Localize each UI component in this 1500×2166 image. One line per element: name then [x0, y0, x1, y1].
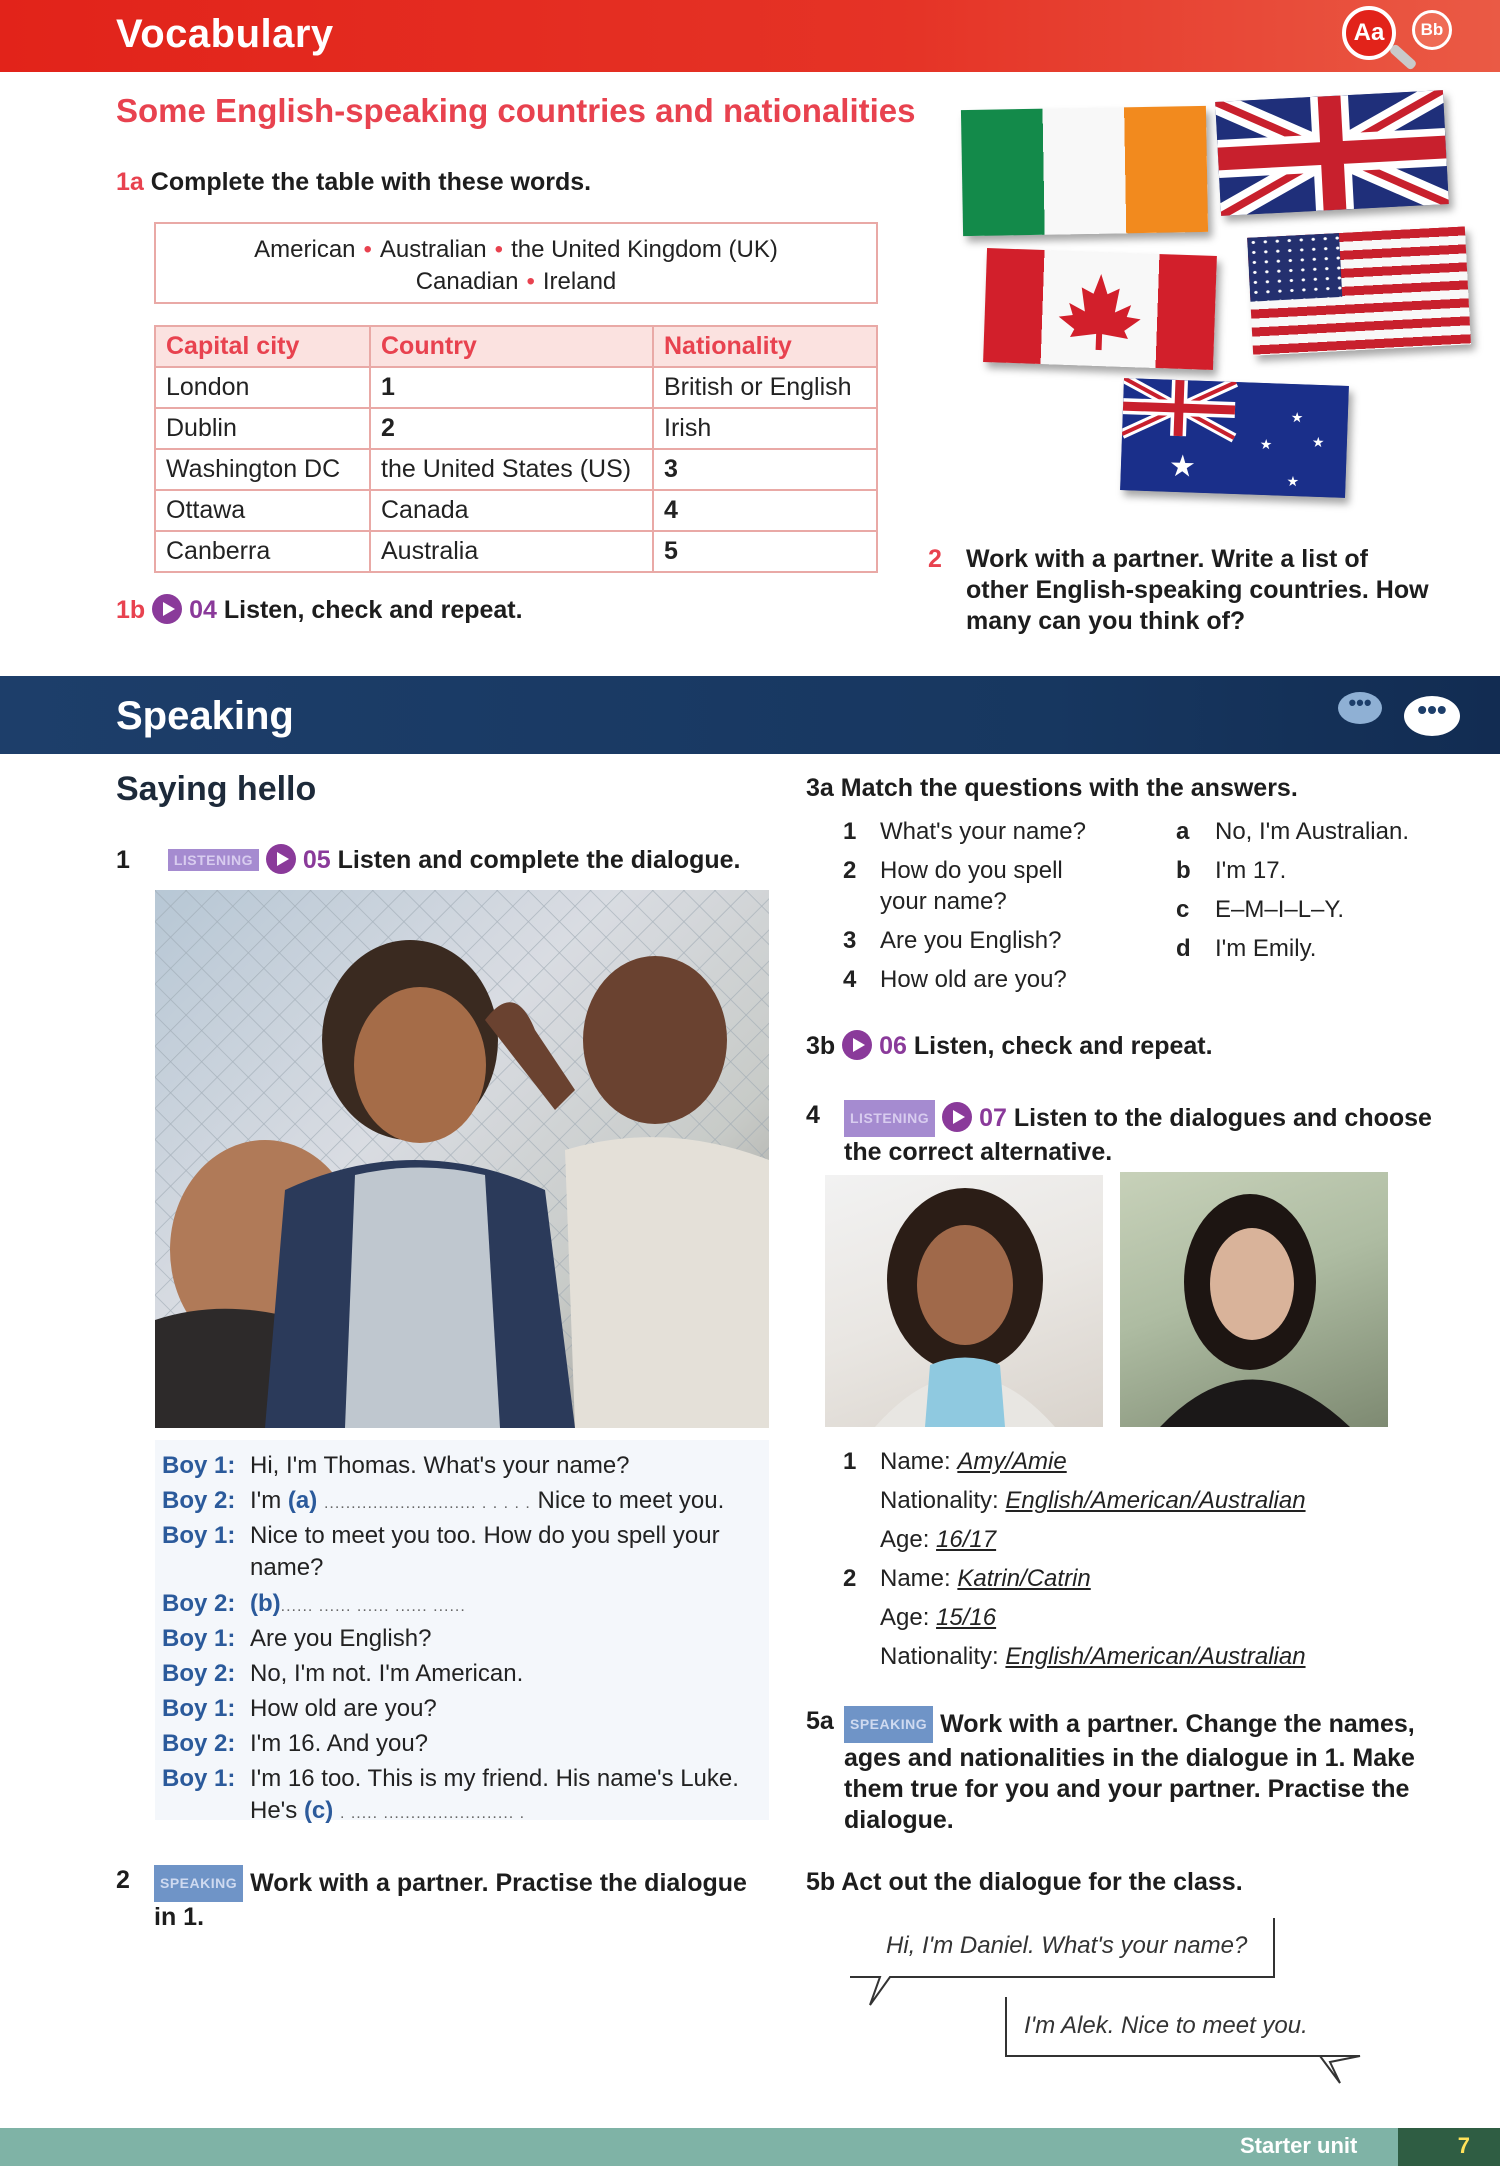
table-cell: 1 — [370, 367, 653, 408]
speaking-skill-tag: SPEAKING — [154, 1865, 243, 1902]
union-jack-graphic — [1215, 90, 1449, 216]
table-row — [155, 367, 877, 408]
profile-nationality-row — [880, 1643, 1306, 1671]
question-text: How old are you? — [880, 966, 1067, 993]
age-alternatives[interactable]: 16/17 — [936, 1526, 997, 1553]
unit-label: Starter unit — [1240, 2133, 1358, 2158]
word-option: American — [254, 236, 356, 263]
age-alternatives[interactable]: 15/16 — [936, 1604, 997, 1631]
profile-number: 1 — [843, 1448, 857, 1475]
speaker-label: Boy 1: — [162, 1765, 236, 1792]
table-cell: Canada — [370, 490, 653, 531]
word-option: Ireland — [542, 268, 617, 295]
table-cell: Dublin — [155, 408, 370, 449]
answer-letter: a — [1176, 818, 1190, 845]
column-header: Country — [370, 326, 653, 367]
exercise-instruction: Match the questions with the answers. — [840, 774, 1298, 802]
bb-icon: Bb — [1412, 10, 1452, 50]
exercise-number: 1a — [116, 168, 144, 196]
speaking-title: Speaking — [116, 694, 294, 738]
three-boys-photo — [155, 890, 769, 1428]
exercise-number: 3a — [806, 774, 834, 802]
word-option: Australian — [379, 236, 487, 263]
exercise-5b-heading — [806, 1868, 1243, 1897]
question-number: 1 — [843, 818, 857, 845]
exercise-1-heading — [116, 844, 741, 875]
svg-text:★: ★ — [1168, 448, 1197, 485]
name-alternatives[interactable]: Katrin/Catrin — [957, 1565, 1091, 1592]
table-cell: London — [155, 367, 370, 408]
table-cell: Australia — [370, 531, 653, 572]
answer-text: E–M–I–L–Y. — [1215, 896, 1344, 923]
fill-in-blank[interactable]: ............................ . . . . . — [323, 1495, 531, 1512]
audio-track-number: 07 — [979, 1104, 1007, 1132]
listening-skill-tag: LISTENING — [168, 849, 259, 871]
svg-text:★: ★ — [1311, 434, 1325, 452]
dialogue-line — [162, 1452, 630, 1480]
field-label: Nationality: — [880, 1643, 999, 1670]
vocabulary-banner — [0, 0, 1500, 72]
speaker-label: Boy 1: — [162, 1625, 236, 1652]
field-label: Name: — [880, 1448, 951, 1475]
maple-leaf-icon — [983, 248, 1217, 370]
exercise-number: 3b — [806, 1032, 836, 1060]
dialogue-line — [162, 1625, 431, 1653]
vocabulary-title: Vocabulary — [116, 12, 334, 56]
exercise-instruction-line: Work with a partner. Write a list of — [966, 545, 1368, 573]
australia-flag-graphic — [1120, 378, 1349, 498]
question-text: your name? — [880, 888, 1007, 915]
word-box — [154, 222, 878, 304]
table-cell: British or English — [653, 367, 877, 408]
exercise-1a-heading — [116, 168, 591, 197]
dialogue-line — [162, 1765, 739, 1793]
dialogue-text: He's — [250, 1797, 304, 1824]
table-cell: Canberra — [155, 531, 370, 572]
audio-play-icon[interactable] — [842, 1030, 872, 1060]
dialogue-text: No, I'm not. I'm American. — [250, 1660, 524, 1687]
svg-text:★: ★ — [1259, 436, 1273, 454]
speaker-label: Boy 2: — [162, 1730, 236, 1757]
page-footer — [0, 2128, 1500, 2166]
column-header: Nationality — [653, 326, 877, 367]
field-label: Nationality: — [880, 1487, 999, 1514]
table-cell: 4 — [653, 490, 877, 531]
profile-age-row — [880, 1604, 996, 1632]
exercise-instruction-line: Work with a partner. Change the names, — [940, 1710, 1415, 1738]
exercise-number: 5b — [806, 1868, 836, 1896]
profile-number: 2 — [843, 1565, 857, 1592]
exercise-number: 1 — [116, 846, 130, 874]
listening-skill-tag: LISTENING — [844, 1100, 935, 1137]
table-row — [155, 449, 877, 490]
question-text: How do you spell — [880, 857, 1063, 884]
dialogue-text: Hi, I'm Thomas. What's your name? — [250, 1452, 630, 1479]
fill-in-blank[interactable]: ...... ...... ...... ...... ...... — [280, 1598, 466, 1615]
speaker-label: Boy 1: — [162, 1695, 236, 1722]
name-alternatives[interactable]: Amy/Amie — [957, 1448, 1067, 1475]
speaker-label: Boy 2: — [162, 1487, 236, 1514]
dialogue-text: I'm 16 too. This is my friend. His name's Luke. — [250, 1765, 739, 1792]
speech-bubble-alek: I'm Alek. Nice to meet you. — [1024, 2012, 1308, 2039]
magnifier-aa-icon: Aa — [1342, 6, 1396, 60]
field-label: Name: — [880, 1565, 951, 1592]
vocabulary-subtitle: Some English-speaking countries and nationalities — [116, 92, 916, 129]
question-number: 3 — [843, 927, 857, 954]
speech-bubble-daniel: Hi, I'm Daniel. What's your name? — [886, 1932, 1248, 1959]
exercise-instruction: Listen and complete the dialogue. — [337, 846, 741, 874]
katrin-photo — [1120, 1172, 1388, 1427]
fill-in-blank[interactable]: . ..... ........................ . — [339, 1805, 526, 1822]
field-label: Age: — [880, 1526, 930, 1553]
word-box-line-1: American • Australian • the United Kingdom (UK) — [254, 236, 778, 263]
dialogue-line — [162, 1554, 323, 1582]
exercise-instruction-line: the correct alternative. — [844, 1138, 1113, 1166]
exercise-instruction-line: in 1. — [154, 1903, 205, 1931]
exercise-instruction: Act out the dialogue for the class. — [841, 1868, 1243, 1896]
word-option: the United Kingdom (UK) — [511, 236, 778, 263]
table-cell: 2 — [370, 408, 653, 449]
dialogue-line — [162, 1797, 525, 1825]
profile-name-row — [880, 1448, 1067, 1476]
exercise-number: 1b — [116, 596, 146, 624]
speaking-skill-tag: SPEAKING — [844, 1706, 933, 1743]
dialogue-line — [162, 1522, 720, 1550]
profile-nationality-row — [880, 1487, 1306, 1515]
gap-label: (b) — [250, 1590, 281, 1617]
dialogue-text: name? — [250, 1554, 324, 1581]
exercise-2-heading — [928, 544, 1429, 637]
table-cell: Irish — [653, 408, 877, 449]
audio-play-icon[interactable] — [942, 1102, 972, 1132]
boys-photo-illustration — [155, 890, 769, 1428]
amy-photo — [825, 1175, 1103, 1427]
word-option: Canadian — [415, 268, 519, 295]
exercise-instruction-line: many can you think of? — [966, 607, 1246, 635]
exercise-instruction: Listen, check and repeat. — [223, 596, 523, 624]
exercise-instruction-line: ages and nationalities in the dialogue in 1. Make — [844, 1744, 1415, 1772]
audio-track-number: 04 — [189, 596, 217, 624]
answer-text: No, I'm Australian. — [1215, 818, 1409, 845]
table-header-row — [155, 326, 877, 367]
speaker-label: Boy 2: — [162, 1660, 236, 1687]
exercise-4-heading — [806, 1100, 1432, 1168]
countries-table — [154, 325, 878, 573]
dialogue-text: Nice to meet you. — [530, 1487, 725, 1514]
audio-play-icon[interactable] — [152, 594, 182, 624]
answer-letter: b — [1176, 857, 1191, 884]
exercise-instruction: Listen, check and repeat. — [913, 1032, 1213, 1060]
table-row — [155, 490, 877, 531]
exercise-1b-heading — [116, 594, 523, 625]
dialogue-line — [162, 1590, 466, 1618]
audio-track-number: 05 — [302, 846, 331, 874]
svg-text:★: ★ — [1286, 473, 1300, 491]
dialogue-text: Are you English? — [250, 1625, 432, 1652]
canada-flag — [983, 248, 1217, 370]
girl-photo-illustration — [825, 1175, 1103, 1427]
speech-bubble-icon: ••• — [1404, 696, 1460, 736]
dialogue-line — [162, 1487, 724, 1515]
exercise-instruction-line: dialogue. — [844, 1806, 954, 1834]
speaker-label: Boy 2: — [162, 1590, 236, 1617]
table-cell: Ottawa — [155, 490, 370, 531]
nationality-alternatives[interactable]: English/American/Australian — [1005, 1643, 1306, 1670]
word-box-line-2: Canadian • Ireland — [415, 268, 617, 295]
uk-flag — [1215, 90, 1449, 216]
exercise-instruction: Complete the table with these words. — [150, 168, 592, 196]
table-cell: 5 — [653, 531, 877, 572]
audio-play-icon[interactable] — [266, 844, 296, 874]
exercise-number: 2 — [928, 545, 942, 573]
table-cell: 3 — [653, 449, 877, 490]
profile-age-row — [880, 1526, 996, 1554]
exercise-number: 4 — [806, 1101, 820, 1129]
exercise-instruction-line: Work with a partner. Practise the dialogue — [250, 1869, 747, 1897]
saying-hello-subtitle: Saying hello — [116, 770, 317, 808]
answer-text: I'm 17. — [1215, 857, 1287, 884]
usa-flag — [1247, 226, 1471, 355]
table-row — [155, 531, 877, 572]
table-cell: Washington DC — [155, 449, 370, 490]
dialogue-text: Nice to meet you too. How do you spell your — [250, 1522, 720, 1549]
speaking-banner — [0, 676, 1500, 754]
usa-stars-canton — [1247, 233, 1342, 302]
nationality-alternatives[interactable]: English/American/Australian — [1005, 1487, 1306, 1514]
column-header: Capital city — [155, 326, 370, 367]
answer-letter: c — [1176, 896, 1190, 923]
table-cell: the United States (US) — [370, 449, 653, 490]
speaker-label: Boy 1: — [162, 1522, 236, 1549]
table-row — [155, 408, 877, 449]
exercise-number: 5a — [806, 1707, 834, 1735]
svg-text:★: ★ — [1290, 409, 1304, 427]
speech-bubble-icon: ••• — [1338, 692, 1382, 724]
speaker-label: Boy 1: — [162, 1452, 236, 1479]
exercise-instruction-line: them true for you and your partner. Practise the — [844, 1775, 1410, 1803]
profile-name-row — [880, 1565, 1091, 1593]
dialogue-text: How old are you? — [250, 1695, 437, 1722]
page-number: 7 — [1398, 2128, 1500, 2166]
australia-flag — [1120, 378, 1349, 498]
question-text: What's your name? — [880, 818, 1087, 845]
ireland-flag — [961, 106, 1208, 236]
question-number: 2 — [843, 857, 857, 884]
answer-letter: d — [1176, 935, 1191, 962]
magnifier-handle-icon — [1389, 43, 1418, 71]
dialogue-line — [162, 1660, 523, 1688]
dialogue-text: I'm 16. And you? — [250, 1730, 429, 1757]
woman-photo-illustration — [1120, 1172, 1388, 1427]
exercise-3b-heading — [806, 1030, 1213, 1061]
question-number: 4 — [843, 966, 857, 993]
exercise-5a-heading — [806, 1706, 1415, 1836]
exercise-instruction-line: Listen to the dialogues and choose — [1013, 1104, 1432, 1132]
field-label: Age: — [880, 1604, 930, 1631]
question-text: Are you English? — [880, 927, 1062, 954]
dialogue-line — [162, 1730, 428, 1758]
gap-label: (c) — [303, 1797, 334, 1824]
gap-label: (a) — [287, 1487, 318, 1514]
exercise-2-speaking-heading — [116, 1865, 747, 1933]
exercise-instruction-line: other English-speaking countries. How — [966, 576, 1429, 604]
exercise-number: 2 — [116, 1866, 130, 1894]
dialogue-line — [162, 1695, 437, 1723]
audio-track-number: 06 — [879, 1032, 907, 1060]
dialogue-text: I'm — [250, 1487, 288, 1514]
answer-text: I'm Emily. — [1215, 935, 1317, 962]
exercise-3a-heading — [806, 774, 1298, 803]
